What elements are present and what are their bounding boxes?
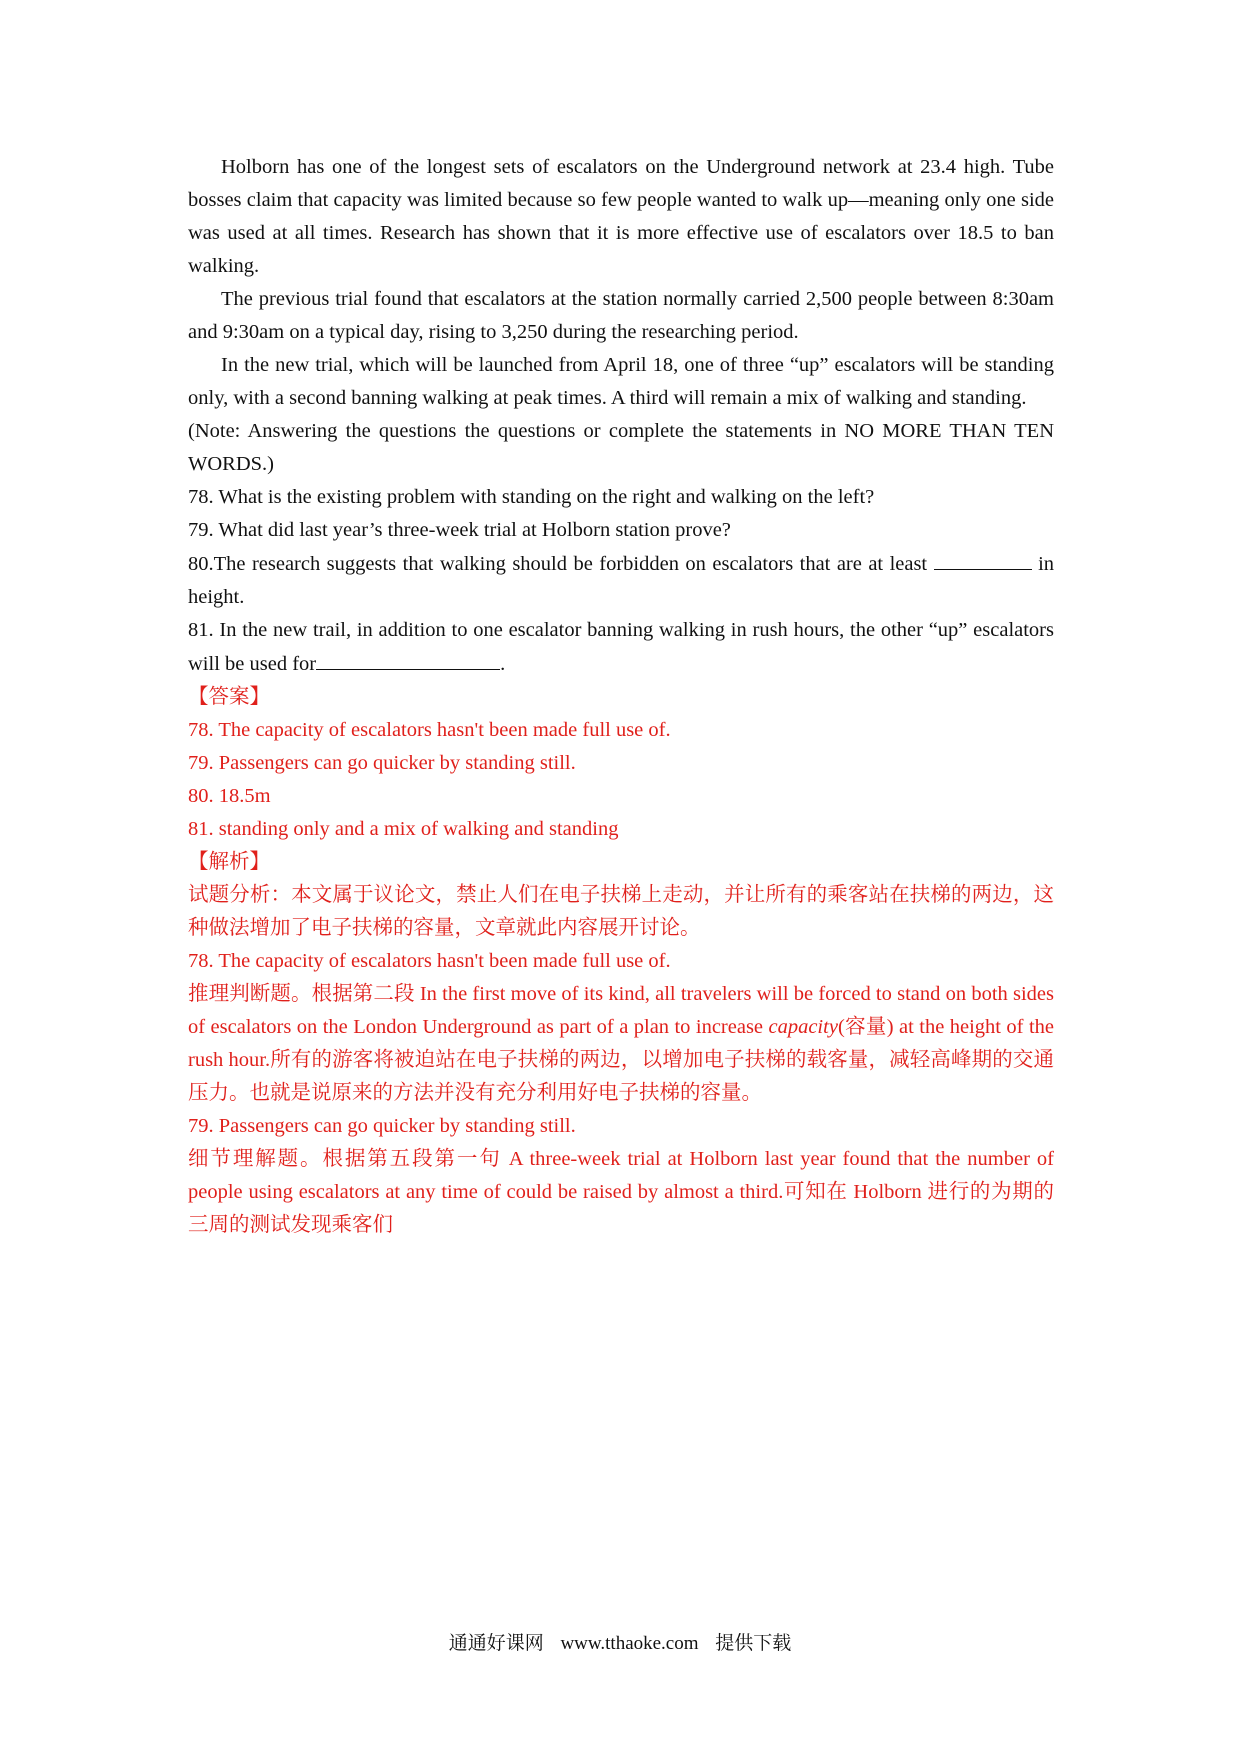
analysis-78-text-rest: (容量) at the height of the rush hour.所有的游客将被迫站在电子扶梯的两边，以增加电子扶梯的载客量，减轻高峰期的交通压力。也就是说原来的方法并没有充分利用好电子扶梯的容量。: [188, 1016, 1054, 1104]
answer-blank: [316, 647, 500, 670]
question-80-text: 80.The research suggests that walking should be forbidden on escalators that are at least: [188, 553, 928, 575]
passage-paragraph: Holborn has one of the longest sets of escalators on the Underground network at 23.4 high. Tube bosses claim that capacity was limited because so few people wanted to walk up—meaning only one side was used at all times. Research has shown that it is more effective use of escalators over 18.5 to ban walking.: [188, 156, 1054, 277]
question-81-text: 81. In the new trail, in addition to one escalator banning walking in rush hours, the other “up” escalators will be used for: [188, 619, 1054, 675]
question-79: 79. What did last year’s three-week trial at Holborn station prove?: [188, 519, 731, 541]
answer-80: 80. 18.5m: [188, 785, 271, 807]
footer-url[interactable]: www.tthaoke.com: [560, 1633, 699, 1654]
question-81: [188, 614, 1054, 681]
passage-paragraph: The previous trial found that escalators at the station normally carried 2,500 people between 8:30am and 9:30am on a typical day, rising to 3,250 during the researching period.: [188, 288, 1054, 343]
analysis-79-explanation: 细节理解题。根据第五段第一句 A three-week trial at Holborn last year found that the number of people using escalators at any time of could be raised by almost a third.可知在 Holborn 进行的为期的三周的测试发现乘客们: [188, 1148, 1054, 1236]
passage-paragraph: In the new trial, which will be launched from April 18, one of three “up” escalators will be standing only, with a second banning walking at peak times. A third will remain a mix of walking and standing.: [188, 354, 1054, 409]
analysis-79-answer: 79. Passengers can go quicker by standing still.: [188, 1115, 576, 1137]
analysis-78-answer: 78. The capacity of escalators hasn't been made full use of.: [188, 950, 671, 972]
answer-79: 79. Passengers can go quicker by standing still.: [188, 752, 576, 774]
analysis-intro: 试题分析：本文属于议论文，禁止人们在电子扶梯上走动，并让所有的乘客站在扶梯的两边，这种做法增加了电子扶梯的容量，文章就此内容展开讨论。: [188, 884, 1054, 939]
page-footer: [0, 1630, 1240, 1658]
answer-heading: 【答案】: [188, 686, 270, 708]
answer-78: 78. The capacity of escalators hasn't been made full use of.: [188, 719, 671, 741]
analysis-78-italic-term: capacity: [768, 1016, 838, 1038]
question-78: 78. What is the existing problem with standing on the right and walking on the left?: [188, 486, 875, 508]
footer-site-name: 通通好课网: [448, 1633, 544, 1654]
analysis-78-text: 推理判断题。根据第二段 In the first move of its kind, all travelers will be forced to stand on both sides of escalators on the London Underground as part of a plan to increase: [188, 983, 1054, 1038]
analysis-78-explanation: [188, 978, 1054, 1110]
answer-81: 81. standing only and a mix of walking and standing: [188, 818, 619, 840]
answer-blank: [934, 547, 1032, 570]
question-80: [188, 547, 1054, 614]
question-80-text-end: in height.: [188, 553, 1055, 608]
note-text: (Note: Answering the questions the questions or complete the statements in NO MORE THAN TEN WORDS.): [188, 420, 1054, 475]
analysis-heading: 【解析】: [188, 851, 270, 873]
question-81-text-end: .: [500, 653, 506, 675]
document-body: [188, 151, 1054, 1242]
footer-suffix: 提供下载: [715, 1633, 792, 1654]
